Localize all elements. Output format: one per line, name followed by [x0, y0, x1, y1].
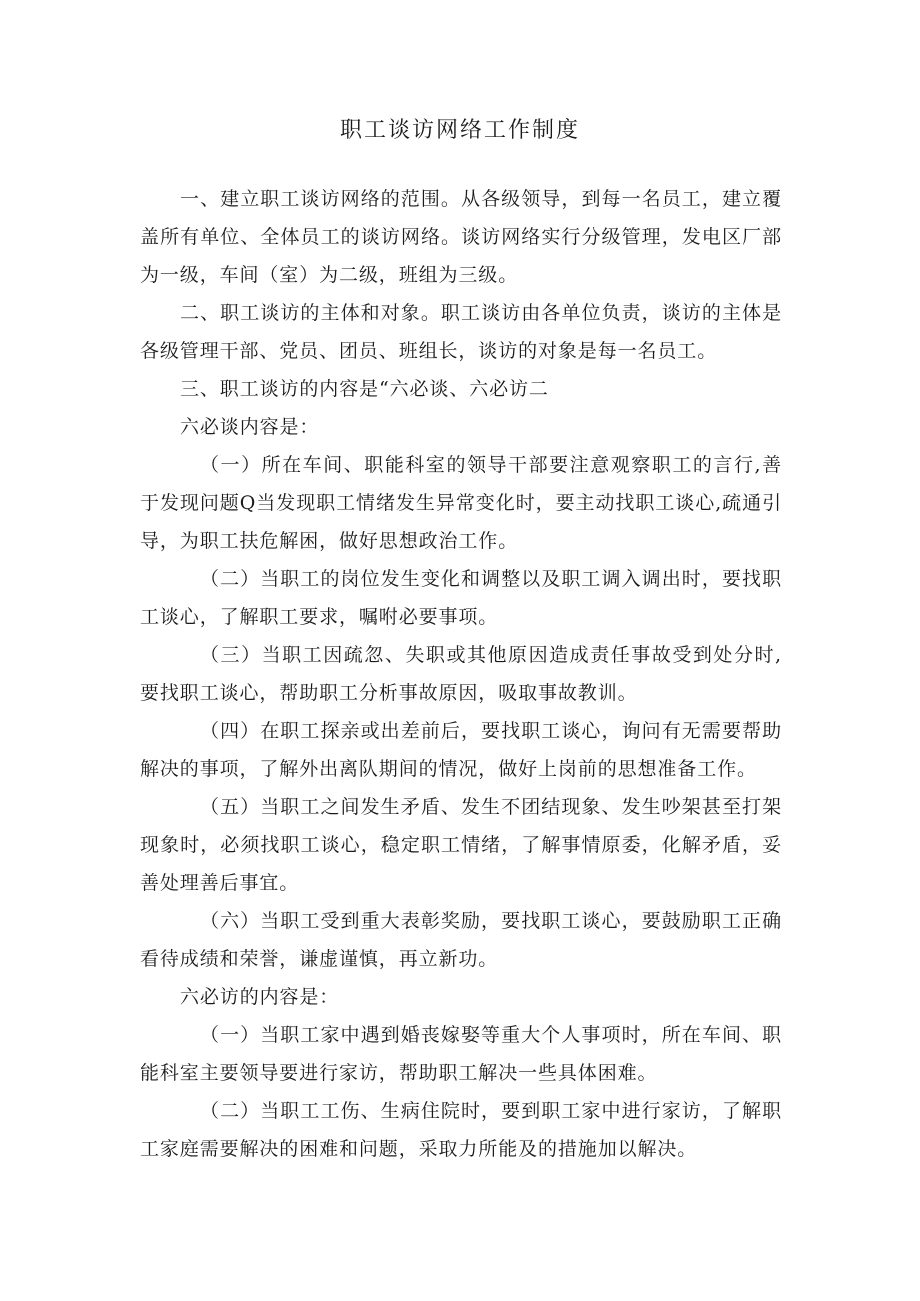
paragraph-talk-1: （一）所在车间、职能科室的领导干部要注意观察职工的言行,善于发现问题Q当发现职工情绪发生异常变化时，要主动找职工谈心,疏通引导，为职工扶危解困，做好思想政治工作。	[140, 454, 782, 552]
paragraph-talk-6: （六）当职工受到重大表彰奖励，要找职工谈心，要鼓励职工正确看待成绩和荣誉，谦虚谨慎，再立新功。	[140, 910, 782, 970]
paragraph-six-visits-heading: 六必访的内容是：	[180, 986, 340, 1008]
paragraph-scope: 一、建立职工谈访网络的范围。从各级领导，到每一名员工，建立覆盖所有单位、全体员工的谈访网络。谈访网络实行分级管理，发电区厂部为一级，车间（室）为二级，班组为三级。	[140, 188, 782, 286]
paragraph-six-talks-heading: 六必谈内容是：	[180, 416, 320, 438]
paragraph-visit-1: （一）当职工家中遇到婚丧嫁娶等重大个人事项时，所在车间、职能科室主要领导要进行家访，帮助职工解决一些具体困难。	[140, 1024, 782, 1084]
paragraph-content-intro: 三、职工谈访的内容是“六必谈、六必访二	[180, 378, 549, 400]
paragraph-talk-3: （三）当职工因疏忽、失职或其他原因造成责任事故受到处分时,要找职工谈心，帮助职工分析事故原因，吸取事故教训。	[140, 644, 782, 704]
document-body	[140, 180, 782, 1168]
paragraph-talk-2: （二）当职工的岗位发生变化和调整以及职工调入调出时，要找职工谈心，了解职工要求，嘱咐必要事项。	[140, 568, 782, 628]
paragraph-visit-2: （二）当职工工伤、生病住院时，要到职工家中进行家访，了解职工家庭需要解决的困难和问题，采取力所能及的措施加以解决。	[140, 1100, 782, 1160]
paragraph-talk-4: （四）在职工探亲或出差前后，要找职工谈心，询问有无需要帮助解决的事项，了解外出离队期间的情况，做好上岗前的思想准备工作。	[140, 720, 782, 780]
paragraph-subject-object: 二、职工谈访的主体和对象。职工谈访由各单位负责，谈访的主体是各级管理干部、党员、团员、班组长，谈访的对象是每一名员工。	[140, 302, 782, 362]
document-title: 职工谈访网络工作制度	[339, 118, 580, 143]
paragraph-talk-5: （五）当职工之间发生矛盾、发生不团结现象、发生吵架甚至打架现象时，必须找职工谈心，稳定职工情绪，了解事情原委，化解矛盾，妥善处理善后事宜。	[140, 796, 782, 894]
